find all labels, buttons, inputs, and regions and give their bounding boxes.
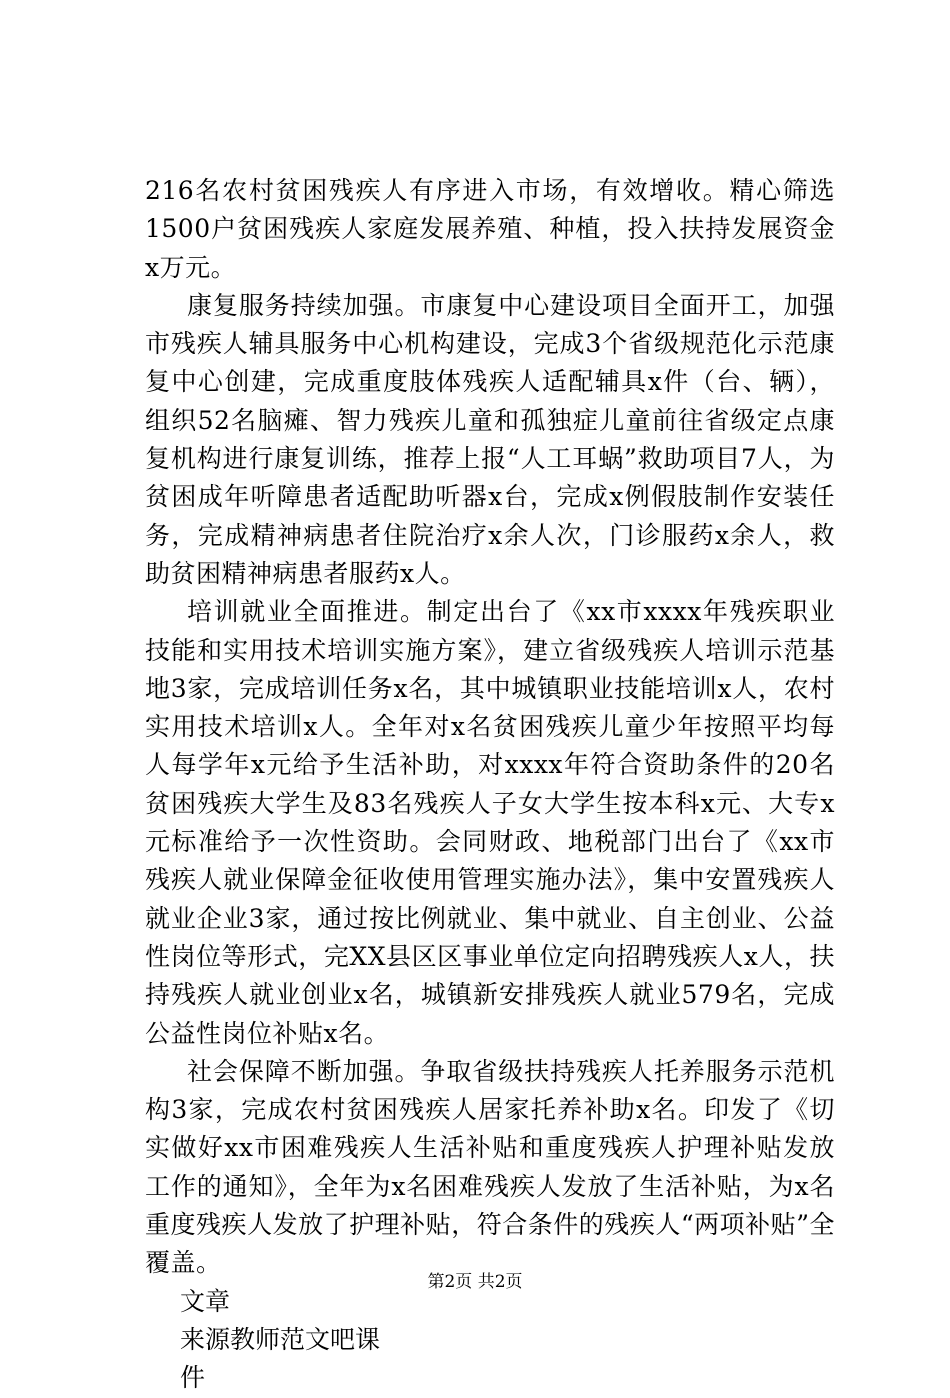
document-body (145, 172, 835, 1398)
paragraph-training-employment: 培训就业全面推进。制定出台了《xx市xxxx年残疾职业技能和实用技术培训实施方案》，建立省级残疾人培训示范基地3家，完成培训任务x名，其中城镇职业技能培训x人，农村实用技术培训x人。全年对x名贫困残疾儿童少年按照平均每人每学年x元给予生活补助，对xxxx年符合资助条件的20名贫困残疾大学生及83名残疾人子女大学生按本科x元、大专x元标准给予一次性资助。会同财政、地税部门出台了《xx市残疾人就业保障金征收使用管理实施办法》，集中安置残疾人就业企业3家，通过按比例就业、集中就业、自主创业、公益性岗位等形式，完XX县区区事业单位定向招聘残疾人x人，扶持残疾人就业创业x名，城镇新安排残疾人就业579名，完成公益性岗位补贴x名。 (145, 597, 835, 1048)
paragraph-income: 216名农村贫困残疾人有序进入市场，有效增收。精心筛选1500户贫困残疾人家庭发展养殖、种植，投入扶持发展资金x万元。 (145, 176, 835, 282)
source-note (180, 1283, 835, 1398)
paragraph-social-security: 社会保障不断加强。争取省级扶持残疾人托养服务示范机构3家，完成农村贫困残疾人居家托养补助x名。印发了《切实做好xx市困难残疾人生活补贴和重度残疾人护理补贴发放工作的通知》，全年为x名困难残疾人发放了生活补贴，为x名重度残疾人发放了护理补贴，符合条件的残疾人“两项补贴”全覆盖。 (145, 1056, 835, 1278)
source-note-line-2: 来源教师范文吧课 (180, 1324, 381, 1354)
page-number-footer: 第2页 共2页 (427, 1272, 523, 1292)
paragraph-rehabilitation: 康复服务持续加强。市康复中心建设项目全面开工，加强市残疾人辅具服务中心机构建设，完成3个省级规范化示范康复中心创建，完成重度肢体残疾人适配辅具x件（台、辆），组织52名脑瘫、智力残疾儿童和孤独症儿童前往省级定点康复机构进行康复训练，推荐上报“人工耳蜗”救助项目7人，为贫困成年听障患者适配助听器x台，完成x例假肢制作安装任务，完成精神病患者住院治疗x余人次，门诊服药x余人，救助贫困精神病患者服药x人。 (145, 290, 835, 588)
source-note-line-1: 文章 (180, 1286, 231, 1316)
source-note-line-3: 件 (180, 1363, 206, 1393)
